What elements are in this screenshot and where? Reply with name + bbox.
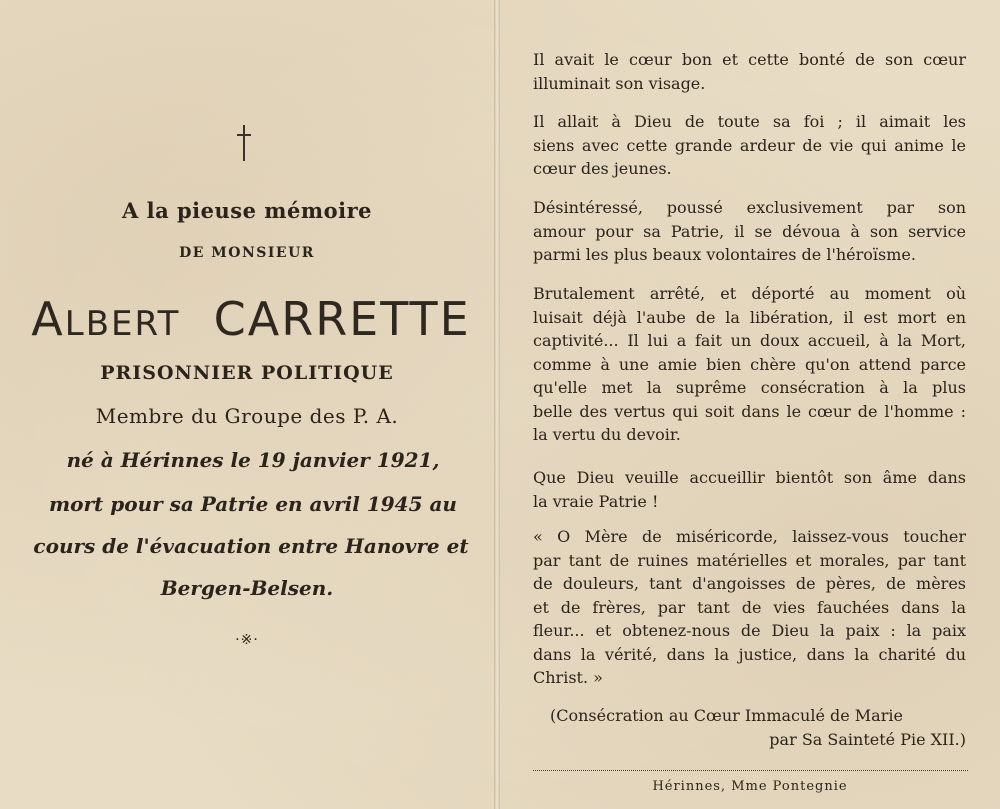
text-line: par tant de ruines matérielles et morales, par tant <box>533 550 966 570</box>
consecration-line-2: par Sa Sainteté Pie XII.) <box>769 730 966 749</box>
dotted-divider <box>533 770 968 771</box>
text-line: dans la vérité, dans la justice, dans la charité du <box>533 644 966 664</box>
text-line: « O Mère de miséricorde, laissez-vous toucher <box>533 527 966 546</box>
first-name-initial: A <box>31 292 65 346</box>
text-line: de douleurs, tant d'angoisses de pères, de mères <box>533 574 966 593</box>
text-line: la vertu du devoir. <box>533 425 681 444</box>
text-line: Il allait à Dieu de toute sa foi ; il aimait les <box>533 112 966 131</box>
text-line: luisait déjà l'aube de la libération, il est mort en <box>533 307 966 327</box>
deceased-name <box>4 292 498 346</box>
text-line: et de frères, par tant de vies fauchées dans la <box>533 597 966 617</box>
printer-credit: Hérinnes, Mme Pontegnie <box>652 779 848 794</box>
text-line: Christ. » <box>533 668 603 687</box>
text-line: captivité... Il lui a fait un doux accueil, à la Mort, <box>533 331 966 350</box>
paragraph-1 <box>533 48 966 95</box>
cross-icon <box>236 125 252 161</box>
birth-line: né à Hérinnes le 19 janvier 1921, <box>66 448 440 472</box>
text-line: Que Dieu veuille accueillir bientôt son âme dans <box>533 468 966 487</box>
text-line: Il avait le cœur bon et cette bonté de son cœur <box>533 50 966 69</box>
memoire-heading: A la pieuse mémoire <box>122 198 372 223</box>
monsieur-line: DE MONSIEUR <box>179 245 315 261</box>
paragraph-4 <box>533 282 966 447</box>
title-line: PRISONNIER POLITIQUE <box>100 362 394 384</box>
text-line: qu'elle met la suprême consécration à la plus <box>533 378 966 397</box>
text-line: cœur des jeunes. <box>533 159 672 178</box>
text-line: comme à une amie bien chère qu'on attend parce <box>533 354 966 374</box>
paragraph-3 <box>533 196 966 267</box>
first-name-rest: LBERT <box>64 304 181 344</box>
text-line: belle des vertus qui soit dans le cœur de l'homme : <box>533 401 966 421</box>
text-line: illuminait son visage. <box>533 73 706 93</box>
text-line: siens avec cette grande ardeur de vie qui anime le <box>533 135 966 155</box>
consecration-line-1: (Consécration au Cœur Immaculé de Marie <box>550 706 903 725</box>
text-line: amour pour sa Patrie, il se dévoua à son service <box>533 221 966 241</box>
paragraph-2 <box>533 110 966 181</box>
place-line: Bergen-Belsen. <box>160 576 334 600</box>
prayer-paragraph <box>533 525 966 690</box>
ornament-icon: ·※· <box>235 632 259 648</box>
center-fold <box>494 0 500 809</box>
evacuation-line: cours de l'évacuation entre Hanovre et <box>33 534 469 558</box>
last-name: CARRETTE <box>213 292 471 346</box>
text-line: parmi les plus beaux volontaires de l'héroïsme. <box>533 245 916 264</box>
text-line: Brutalement arrêté, et déporté au moment où <box>533 284 966 303</box>
death-line: mort pour sa Patrie en avril 1945 au <box>49 492 457 516</box>
membre-line: Membre du Groupe des P. A. <box>95 404 399 428</box>
paragraph-5 <box>533 466 966 513</box>
text-line: fleur... et obtenez-nous de Dieu la paix : la paix <box>533 621 966 640</box>
text-line: la vraie Patrie ! <box>533 491 659 511</box>
left-page <box>0 0 494 809</box>
text-line: Désintéressé, poussé exclusivement par son <box>533 198 966 217</box>
